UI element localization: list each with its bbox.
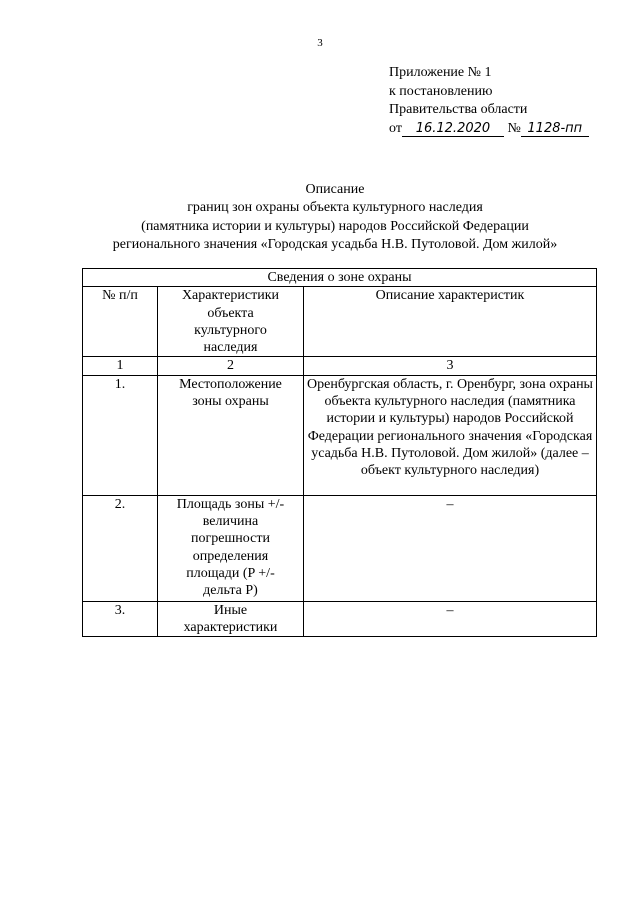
table-row [83, 495, 597, 601]
document-title [40, 181, 630, 254]
table-caption: Сведения о зоне охраны [83, 269, 597, 287]
appendix-title: Приложение № 1 [389, 65, 492, 80]
title-line-1: Описание [305, 182, 365, 197]
column-number-row [83, 357, 597, 375]
row-description: – [304, 495, 597, 601]
header-description: Описание характеристик [304, 287, 597, 357]
header-characteristic: Характеристики объекта культурного наследия [158, 287, 304, 357]
title-line-2: границ зон охраны объекта культурного наследия [187, 200, 483, 216]
appendix-date-number [389, 120, 589, 139]
number-sign: № [507, 120, 521, 136]
row-num: 2. [83, 495, 158, 601]
row-description: Оренбургская область, г. Оренбург, зона охраны объекта культурного наследия (памятника истории и культуры) народов Российской Федерации регионального значения «Городская усадьба Н.В. Путоловой. Дом жилой» (далее – объект культурного наследия) [304, 375, 597, 495]
col-number-2: 2 [158, 357, 304, 375]
protection-zone-table [82, 268, 597, 637]
appendix-from-label: от [389, 120, 402, 136]
row-characteristic: Иные характеристики [158, 601, 304, 637]
appendix-decree-ref: к постановлению [389, 83, 493, 99]
row-characteristic: Площадь зоны +/- величина погрешности определения площади (P +/- дельта P) [158, 495, 304, 601]
col-number-1: 1 [83, 357, 158, 375]
page-number: 3 [317, 37, 323, 49]
appendix-government: Правительства области [389, 102, 528, 117]
row-num: 3. [83, 601, 158, 637]
table-row [83, 601, 597, 637]
table-caption-row [83, 269, 597, 287]
title-line-4: регионального значения «Городская усадьба Н.В. Путоловой. Дом жилой» [112, 236, 558, 252]
table-row [83, 375, 597, 495]
table-header-row [83, 287, 597, 357]
handwritten-date: 16.12.2020 [402, 122, 504, 137]
appendix-block [389, 64, 589, 138]
row-num: 1. [83, 375, 158, 495]
col-number-3: 3 [304, 357, 597, 375]
handwritten-number: 1128-пп [521, 122, 589, 137]
header-num: № п/п [83, 287, 158, 357]
row-characteristic: Местоположение зоны охраны [158, 375, 304, 495]
row-description: – [304, 601, 597, 637]
title-line-3: (памятника истории и культуры) народов Российской Федерации [141, 218, 529, 234]
